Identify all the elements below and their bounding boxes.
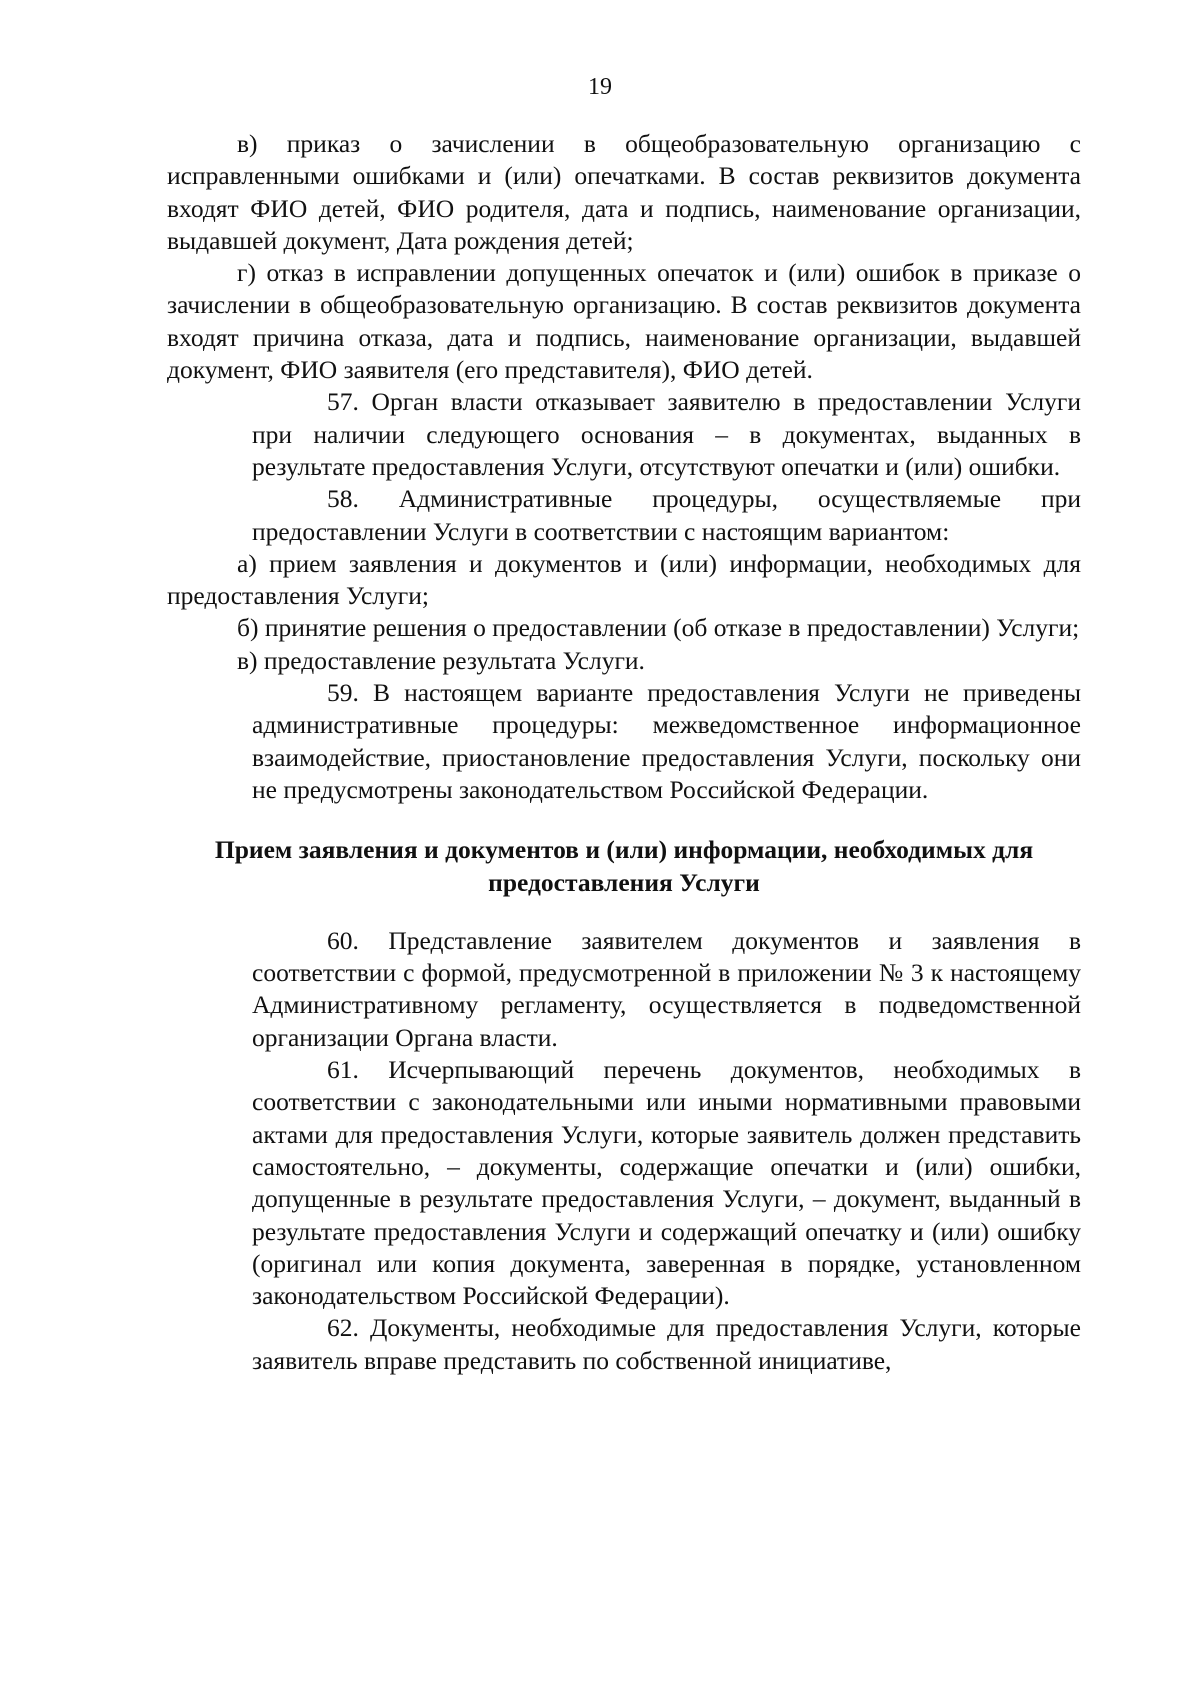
item-60: 60. Представление заявителем документов и заявления в соответствии с формой, предусмотренной в приложении № 3 к настоящему Административному регламенту, осуществляется в подведомственной организации Органа власти. (252, 925, 1081, 1052)
page-number: 19 (588, 74, 612, 100)
paragraph-v-order-corrected: в) приказ о зачислении в общеобразовательную организацию с исправленными ошибками и (или) опечатками. В состав реквизитов документа входят ФИО детей, ФИО родителя, дата и подпись, наименование организации, выдавшей документ, Дата рождения детей; (167, 129, 1081, 255)
list-item-a: а) прием заявления и документов и (или) информации, необходимых для предоставления Услуги; (167, 548, 1081, 611)
item-61: 61. Исчерпывающий перечень документов, необходимых в соответствии с законодательными или иными нормативными правовыми актами для предоставления Услуги, которые заявитель должен представить самостоятельно, – документы, содержащие опечатки и (или) ошибки, допущенные в результате предоставления Услуги, – документ, выданный в результате предоставления Услуги и содержащий опечатку и (или) ошибку (оригинал или копия документа, заверенная в порядке, установленном законодательством Российской Федерации). (252, 1055, 1081, 1311)
item-59: 59. В настоящем варианте предоставления Услуги не приведены административные процедуры: межведомственное информационное взаимодействие, приостановление предоставления Услуги, поскольку они не предусмотрены законодательством Российской Федерации. (252, 678, 1081, 804)
section-heading: Прием заявления и документов и (или) информации, необходимых для предоставления Услуги (214, 835, 1034, 897)
paragraph-g-refusal-correction: г) отказ в исправлении допущенных опечаток и (или) ошибок в приказе о зачислении в общеобразовательную организацию. В состав реквизитов документа входят причина отказа, дата и подпись, наименование организации, выдавшей документ, ФИО заявителя (его представителя), ФИО детей. (167, 258, 1081, 385)
item-62: 62. Документы, необходимые для предоставления Услуги, которые заявитель вправе представить по собственной инициативе, (252, 1313, 1081, 1375)
document-body (167, 128, 1081, 1377)
list-item-v: в) предоставление результата Услуги. (237, 645, 645, 675)
list-item-b: б) принятие решения о предоставлении (об отказе в предоставлении) Услуги; (237, 613, 1080, 643)
item-58: 58. Административные процедуры, осуществляемые при предоставлении Услуги в соответствии с настоящим вариантом: (252, 484, 1081, 546)
item-57: 57. Орган власти отказывает заявителю в предоставлении Услуги при наличии следующего основания – в документах, выданных в результате предоставления Услуги, отсутствуют опечатки и (или) ошибки. (252, 387, 1081, 481)
